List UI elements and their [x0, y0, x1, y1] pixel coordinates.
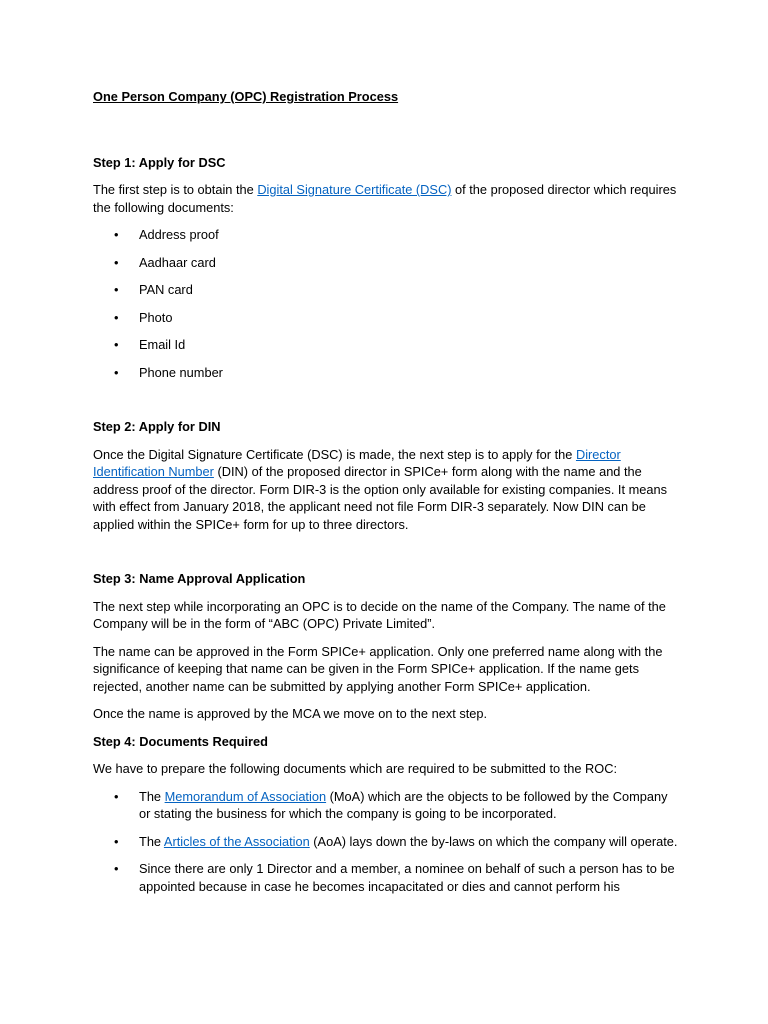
- list-item-text-after: (MoA) which are the objects to be followed by the Company or stating the business for which the company is going to be incorporated.: [139, 788, 668, 821]
- list-item: [93, 309, 681, 327]
- step-3-paragraph-1: The next step while incorporating an OPC is to decide on the name of the Company. The name of the Company will be in the form of “ABC (OPC) Private Limited”.: [93, 598, 666, 631]
- list-item: [93, 788, 681, 823]
- dsc-documents-list: [93, 226, 681, 381]
- step-1-intro: [93, 181, 681, 216]
- list-item-text: Photo: [139, 309, 173, 325]
- list-item-text: Address proof: [139, 227, 219, 242]
- bullet-icon: •: [114, 364, 119, 380]
- aoa-link[interactable]: Articles of the Association: [163, 833, 310, 849]
- dsc-link[interactable]: Digital Signature Certificate (DSC): [257, 182, 452, 197]
- list-item: [93, 833, 681, 851]
- list-item-text: Phone number: [139, 364, 223, 380]
- step-2-text-before: Once the Digital Signature Certificate (DSC) is made, the next step is to apply for the: [93, 446, 576, 462]
- list-item-text: [139, 789, 668, 822]
- document-page: [93, 88, 681, 895]
- step-2-paragraph: [93, 446, 681, 534]
- bullet-icon: •: [114, 282, 119, 297]
- din-link[interactable]: Director Identification Number: [93, 446, 621, 479]
- list-item: [93, 336, 681, 354]
- list-item: [93, 254, 681, 272]
- list-item: [93, 281, 681, 299]
- list-item-text-after: (AoA) lays down the by-laws on which the company will operate.: [309, 833, 678, 849]
- list-item: [93, 226, 681, 244]
- list-item-text: Since there are only 1 Director and a member, a nominee on behalf of such a person has to be appointed because in case he becomes incapacitated or dies and cannot perform his: [139, 861, 675, 894]
- list-item-text: Email Id: [139, 337, 186, 352]
- list-item: [93, 860, 681, 895]
- step-1-intro-text-before: The first step is to obtain the: [93, 182, 258, 197]
- list-item-text: Aadhaar card: [139, 254, 216, 270]
- bullet-icon: •: [114, 788, 119, 804]
- moa-link[interactable]: Memorandum of Association: [164, 788, 327, 804]
- step-3-paragraph-2: The name can be approved in the Form SPICe+ application. Only one preferred name along with the significance of keeping that name can be given in the Form SPICe+ application. If the name gets rejected, another name can be submitted by applying another Form SPICe+ application.: [93, 643, 663, 694]
- bullet-icon: •: [114, 833, 119, 849]
- document-title: One Person Company (OPC) Registration Process: [93, 89, 399, 104]
- step-2-text-after: (DIN) of the proposed director in SPICe+ form along with the name and the address proof of the director. Form DIR-3 is the option only available for existing companies. It means with effect from January 2018, the applicant need not file Form DIR-3 separately. Now DIN can be applied within the SPICe+ form for up to three directors.: [93, 464, 668, 532]
- bullet-icon: •: [114, 227, 119, 242]
- list-item-text-before: The: [139, 788, 165, 804]
- step-4-heading: Step 4: Documents Required: [93, 733, 268, 749]
- step-2-heading: Step 2: Apply for DIN: [93, 419, 221, 434]
- list-item-text-before: The: [139, 833, 164, 849]
- list-item: [93, 364, 681, 382]
- list-item-text: [139, 834, 677, 849]
- step-1-intro-text-after: of the proposed director which requires the following documents:: [93, 182, 677, 215]
- bullet-icon: •: [114, 254, 119, 270]
- step-3-heading: Step 3: Name Approval Application: [93, 571, 306, 586]
- bullet-icon: •: [114, 337, 119, 352]
- bullet-icon: •: [114, 861, 119, 876]
- step-4-intro: We have to prepare the following documents which are required to be submitted to the ROC:: [93, 761, 618, 776]
- step-3-paragraph-3: Once the name is approved by the MCA we move on to the next step.: [93, 706, 488, 721]
- bullet-icon: •: [114, 309, 119, 325]
- roc-documents-list: [93, 788, 681, 896]
- step-1-heading: Step 1: Apply for DSC: [93, 154, 226, 170]
- list-item-text: PAN card: [139, 282, 193, 297]
